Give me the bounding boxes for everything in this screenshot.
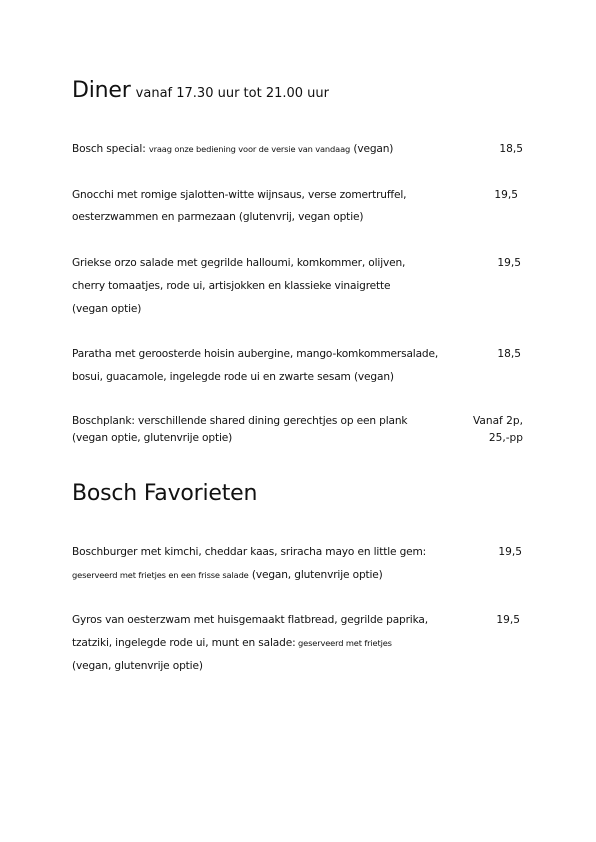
section-heading-diner: [72, 78, 329, 103]
menu-item-line: cherry tomaatjes, rode ui, artisjokken en klassieke vinaigrette: [72, 280, 391, 292]
menu-item-price: 25,-pp: [488, 432, 523, 444]
menu-item-note: geserveerd met frietjes: [295, 638, 392, 648]
menu-item-price: Vanaf 2p,: [472, 415, 523, 427]
menu-item-line: Griekse orzo salade met gegrilde halloumi, komkommer, olijven,: [72, 257, 406, 269]
menu-item-line: (vegan optie): [72, 303, 142, 315]
menu-item-line: bosui, guacamole, ingelegde rode ui en zwarte sesam (vegan): [72, 371, 394, 383]
menu-item-line: Boschplank: verschillende shared dining gerechtjes op een plank: [72, 415, 408, 427]
menu-item-price: 19,5: [498, 546, 522, 558]
menu-item-price: 18,5: [499, 143, 523, 155]
menu-item-price: 19,5: [494, 189, 518, 201]
menu-item-line: oesterzwammen en parmezaan (glutenvrij, vegan optie): [72, 211, 364, 223]
menu-item-line: Gnocchi met romige sjalotten-witte wijnsaus, verse zomertruffel,: [72, 189, 407, 201]
menu-item-line: (vegan optie, glutenvrije optie): [72, 432, 233, 444]
menu-item-tag: (vegan): [353, 143, 394, 155]
menu-item-line: Boschburger met kimchi, cheddar kaas, sriracha mayo en little gem:: [72, 546, 427, 558]
menu-item-price: 18,5: [497, 348, 521, 360]
menu-item-description: vraag onze bediening voor de versie van vandaag: [148, 144, 351, 154]
section-title: Bosch Favorieten: [72, 481, 258, 506]
menu-item-line: (vegan, glutenvrije optie): [72, 660, 203, 672]
section-subtitle: vanaf 17.30 uur tot 21.00 uur: [135, 86, 330, 101]
menu-item-description: geserveerd met frietjes en een frisse salade: [72, 570, 249, 580]
menu-item-price: 19,5: [497, 257, 521, 269]
menu-item-line: [72, 569, 383, 581]
menu-item-name: Bosch special:: [72, 143, 146, 155]
menu-item-description: tzatziki, ingelegde rode ui, munt en salade:: [72, 637, 296, 649]
section-heading-favorieten: [72, 481, 257, 506]
menu-item-tag: (vegan, glutenvrije optie): [248, 569, 383, 581]
menu-item-line: Paratha met geroosterde hoisin aubergine, mango-komkommersalade,: [72, 348, 439, 360]
menu-item-price: 19,5: [496, 614, 520, 626]
menu-item-line: [72, 143, 393, 155]
section-title: Diner: [72, 78, 131, 103]
menu-item-line: Gyros van oesterzwam met huisgemaakt flatbread, gegrilde paprika,: [72, 614, 428, 626]
menu-item-line: [72, 637, 392, 649]
